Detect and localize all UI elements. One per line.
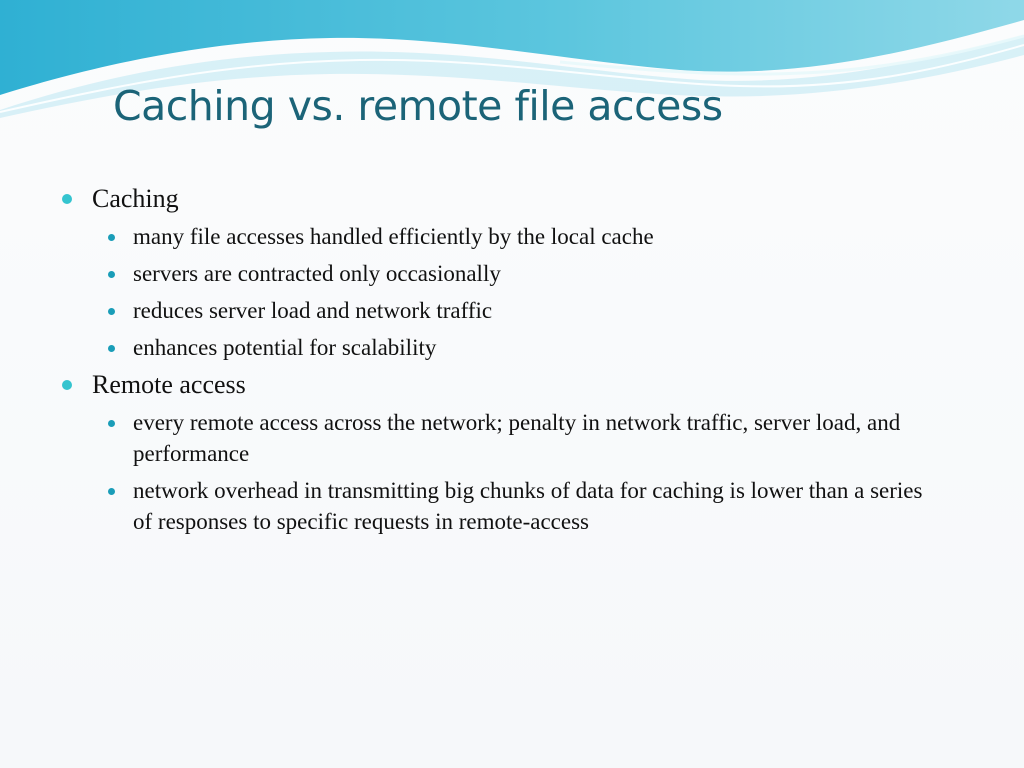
bullet-icon — [108, 271, 115, 278]
caching-items — [62, 221, 962, 363]
list-item-text: servers are contracted only occasionally — [133, 261, 501, 286]
section-heading: Caching — [92, 184, 179, 213]
bullet-icon — [108, 488, 115, 495]
bullet-icon — [62, 194, 72, 204]
list-item — [62, 221, 938, 252]
section-heading: Remote access — [92, 370, 246, 399]
list-item — [62, 295, 938, 326]
list-item-text: every remote access across the network; penalty in network traffic, server load, and performance — [133, 410, 901, 466]
list-item-text: network overhead in transmitting big chunks of data for caching is lower than a series of responses to specific requests in remote-access — [133, 478, 923, 534]
list-item-text: enhances potential for scalability — [133, 335, 437, 360]
remote-access-items — [62, 407, 962, 537]
list-item — [62, 407, 938, 469]
list-item — [62, 475, 938, 537]
list-item-text: reduces server load and network traffic — [133, 298, 493, 323]
section-caching — [62, 183, 962, 215]
bullet-icon — [62, 380, 72, 390]
slide-content — [62, 183, 962, 543]
list-item — [62, 332, 938, 363]
section-remote-access — [62, 369, 962, 401]
bullet-icon — [108, 345, 115, 352]
slide-title: Caching vs. remote file access — [113, 82, 723, 130]
bullet-icon — [108, 234, 115, 241]
bullet-icon — [108, 420, 115, 427]
bullet-icon — [108, 308, 115, 315]
list-item — [62, 258, 938, 289]
list-item-text: many file accesses handled efficiently by the local cache — [133, 224, 654, 249]
